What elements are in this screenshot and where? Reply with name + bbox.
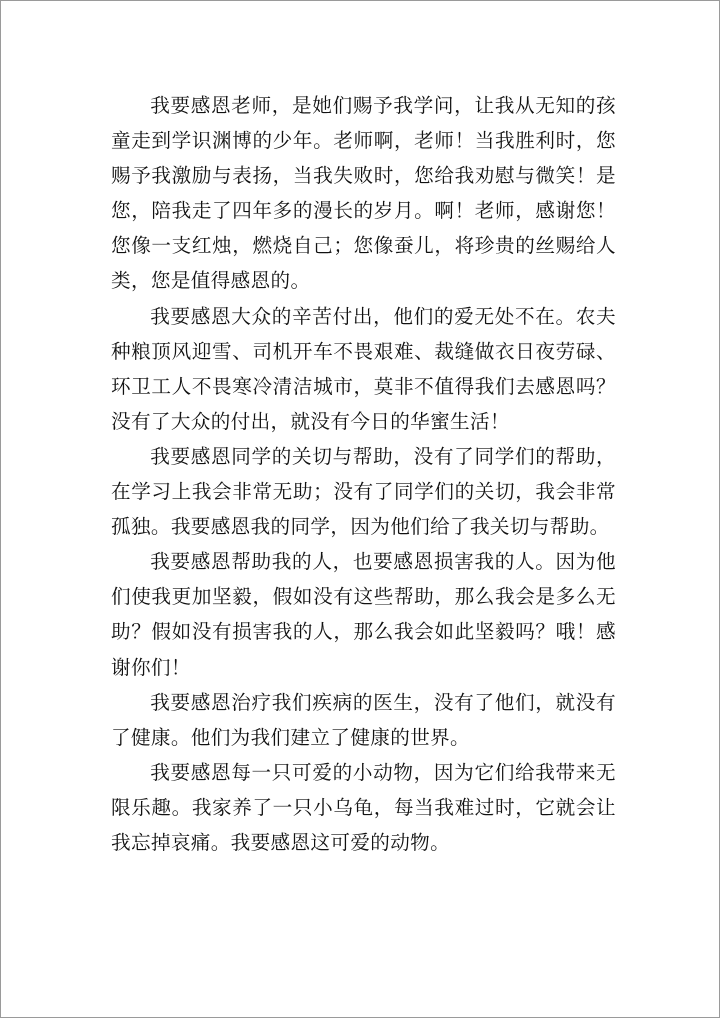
- paragraph-gratitude-public: 我要感恩大众的辛苦付出，他们的爱无处不在。农夫种粮顶风迎雪、司机开车不畏艰难、裁缝做衣日夜劳碌、环卫工人不畏寒冷清洁城市，莫非不值得我们去感恩吗？没有了大众的付出，就没有今日的华蜜生活！: [111, 304, 616, 433]
- paragraph-gratitude-classmates: 我要感恩同学的关切与帮助，没有了同学们的帮助，在学习上我会非常无助；没有了同学们的关切，我会非常孤独。我要感恩我的同学，因为他们给了我关切与帮助。: [111, 444, 616, 539]
- paragraph-gratitude-doctors: 我要感恩治疗我们疾病的医生，没有了他们，就没有了健康。他们为我们建立了健康的世界。: [111, 690, 616, 749]
- paragraph-gratitude-teachers: 我要感恩老师，是她们赐予我学问，让我从无知的孩童走到学识渊博的少年。老师啊，老师！当我胜利时，您赐予我激励与表扬，当我失败时，您给我劝慰与微笑！是您，陪我走了四年多的漫长的岁月。啊！老师，感谢您！您像一支红烛，燃烧自己；您像蚕儿，将珍贵的丝赐给人类，您是值得感恩的。: [111, 94, 616, 293]
- document-body: [111, 88, 616, 860]
- paragraph-gratitude-animals: 我要感恩每一只可爱的小动物，因为它们给我带来无限乐趣。我家养了一只小乌龟，每当我难过时，它就会让我忘掉哀痛。我要感恩这可爱的动物。: [111, 760, 616, 854]
- paragraph-gratitude-helpers: 我要感恩帮助我的人，也要感恩损害我的人。因为他们使我更加坚毅，假如没有这些帮助，那么我会是多么无助？假如没有损害我的人，那么我会如此坚毅吗？哦！感谢你们！: [111, 550, 616, 679]
